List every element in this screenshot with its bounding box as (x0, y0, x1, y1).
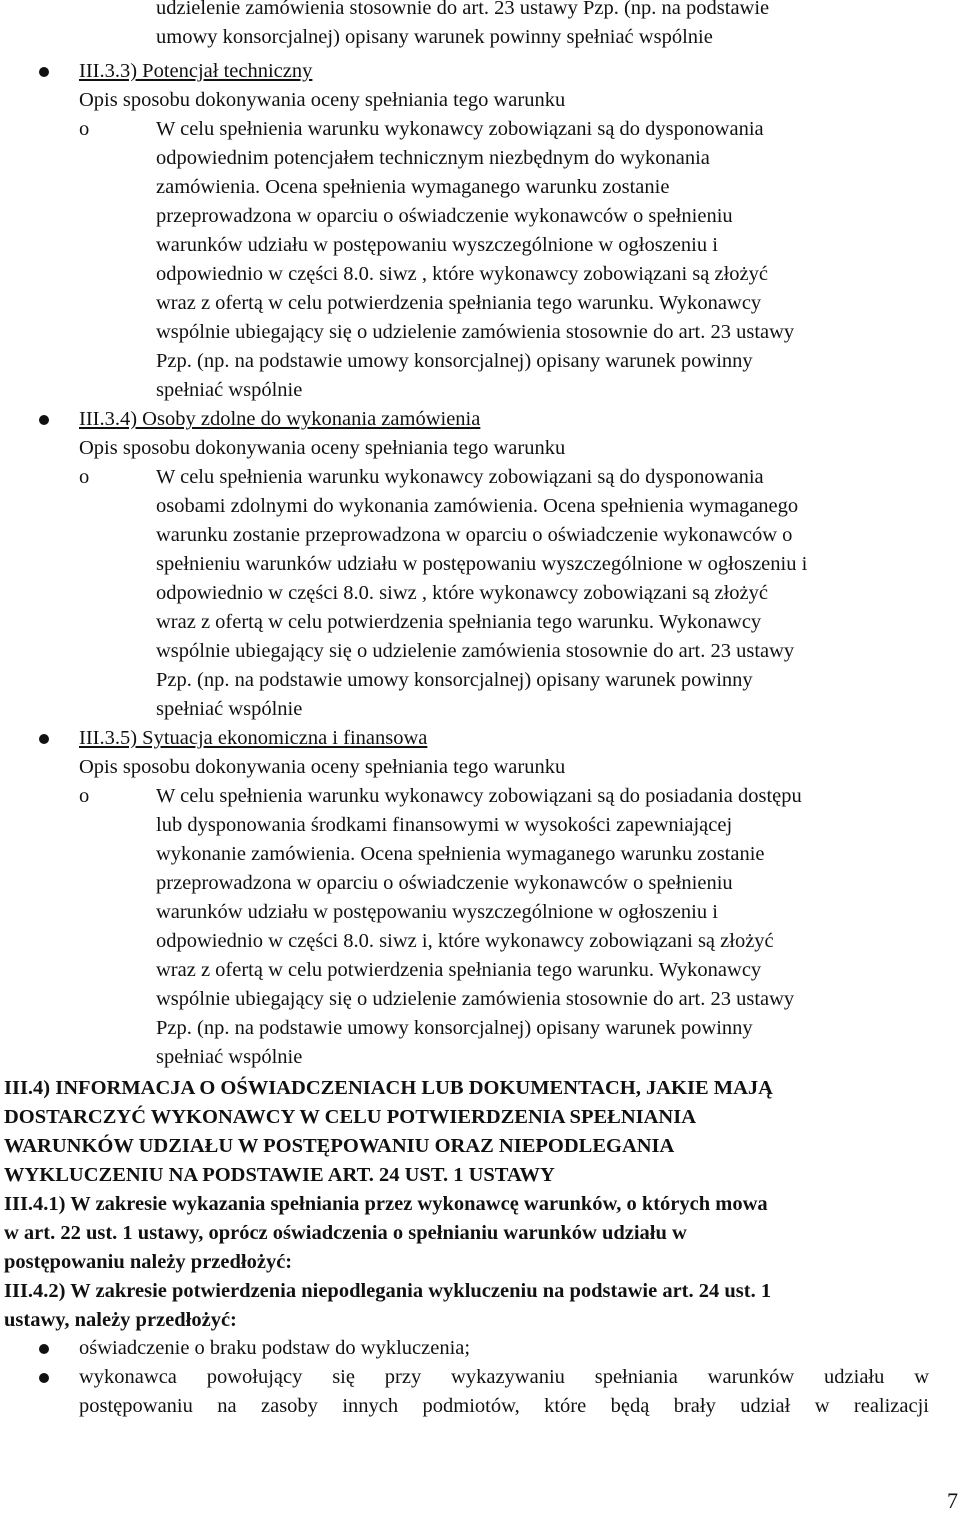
bullet-icon (39, 415, 49, 425)
paragraph-line: Pzp. (np. na podstawie umowy konsorcjalnej) opisany warunek powinny (156, 1017, 753, 1039)
bullet-icon (39, 734, 49, 744)
paragraph-line: warunków udziału w postępowaniu wyszczególnione w ogłoszeniu i (156, 234, 718, 256)
paragraph-line: odpowiednim potencjałem technicznym niezbędnym do wykonania (156, 147, 710, 169)
paragraph-line: warunku zostanie przeprowadzona w oparciu o oświadczenie wykonawców o (156, 524, 793, 546)
subsection-iii41: postępowaniu należy przedłożyć: (4, 1251, 293, 1273)
continuation-line: udzielenie zamówienia stosownie do art. 23 ustawy Pzp. (np. na podstawie (156, 0, 770, 19)
section-subheading: Opis sposobu dokonywania oceny spełniania tego warunku (79, 437, 566, 459)
paragraph-line: spełnieniu warunków udziału w postępowaniu wyszczególnione w ogłoszeniu i (156, 553, 808, 575)
paragraph-line: wraz z ofertą w celu potwierdzenia spełniania tego warunku. Wykonawcy (156, 611, 762, 633)
section-heading-iii4: DOSTARCZYĆ WYKONAWCY W CELU POTWIERDZENIA SPEŁNIANIA (4, 1106, 696, 1128)
bullet-icon (39, 1373, 49, 1383)
paragraph-line: warunków udziału w postępowaniu wyszczególnione w ogłoszeniu i (156, 901, 718, 923)
paragraph-line: odpowiednio w części 8.0. siwz , które wykonawcy zobowiązani są złożyć (156, 263, 768, 285)
section-heading-iii4: III.4) INFORMACJA O OŚWIADCZENIACH LUB DOKUMENTACH, JAKIE MAJĄ (4, 1077, 773, 1099)
section-heading-iii4: WARUNKÓW UDZIAŁU W POSTĘPOWANIU ORAZ NIEPODLEGANIA (4, 1135, 675, 1157)
section-heading-iii4: WYKLUCZENIU NA PODSTAWIE ART. 24 UST. 1 USTAWY (4, 1164, 555, 1186)
paragraph-line: przeprowadzona w oparciu o oświadczenie wykonawców o spełnieniu (156, 205, 733, 227)
paragraph-line: wspólnie ubiegający się o udzielenie zamówienia stosownie do art. 23 ustawy (156, 640, 795, 662)
paragraph-line: wspólnie ubiegający się o udzielenie zamówienia stosownie do art. 23 ustawy (156, 988, 795, 1010)
paragraph-line: wspólnie ubiegający się o udzielenie zamówienia stosownie do art. 23 ustawy (156, 321, 795, 343)
paragraph-line: przeprowadzona w oparciu o oświadczenie wykonawców o spełnieniu (156, 872, 733, 894)
list-marker-o: o (79, 466, 90, 488)
paragraph-line: spełniać wspólnie (156, 379, 303, 401)
paragraph-line: W celu spełnienia warunku wykonawcy zobowiązani są do dysponowania (156, 466, 764, 488)
section-heading-iii34: III.3.4) Osoby zdolne do wykonania zamówienia (79, 408, 481, 430)
bullet-item: oświadczenie o braku podstaw do wykluczenia; (79, 1337, 471, 1359)
list-marker-o: o (79, 118, 90, 140)
bullet-icon (39, 1344, 49, 1354)
paragraph-line: W celu spełnienia warunku wykonawcy zobowiązani są do dysponowania (156, 118, 764, 140)
paragraph-line: spełniać wspólnie (156, 698, 303, 720)
paragraph-line: wykonanie zamówienia. Ocena spełnienia wymaganego warunku zostanie (156, 843, 765, 865)
paragraph-line: osobami zdolnymi do wykonania zamówienia. Ocena spełnienia wymaganego (156, 495, 799, 517)
section-subheading: Opis sposobu dokonywania oceny spełniania tego warunku (79, 756, 566, 778)
bullet-icon (39, 67, 49, 77)
bullet-item: wykonawca powołujący się przy wykazywaniu spełniania warunków udziału w (79, 1366, 929, 1388)
list-marker-o: o (79, 785, 90, 807)
subsection-iii42: III.4.2) W zakresie potwierdzenia niepodlegania wykluczeniu na podstawie art. 24 ust. 1 (4, 1280, 772, 1302)
paragraph-line: wraz z ofertą w celu potwierdzenia spełniania tego warunku. Wykonawcy (156, 292, 762, 314)
paragraph-line: spełniać wspólnie (156, 1046, 303, 1068)
page-number: 7 (947, 1488, 958, 1513)
section-heading-iii35: III.3.5) Sytuacja ekonomiczna i finansowa (79, 727, 428, 749)
paragraph-line: wraz z ofertą w celu potwierdzenia spełniania tego warunku. Wykonawcy (156, 959, 762, 981)
paragraph-line: odpowiednio w części 8.0. siwz , które wykonawcy zobowiązani są złożyć (156, 582, 768, 604)
subsection-iii42: ustawy, należy przedłożyć: (4, 1309, 237, 1331)
paragraph-line: odpowiednio w części 8.0. siwz i, które wykonawcy zobowiązani są złożyć (156, 930, 774, 952)
paragraph-line: Pzp. (np. na podstawie umowy konsorcjalnej) opisany warunek powinny (156, 669, 753, 691)
continuation-line: umowy konsorcjalnej) opisany warunek powinny spełniać wspólnie (156, 26, 713, 48)
section-heading-iii33: III.3.3) Potencjał techniczny (79, 60, 313, 82)
subsection-iii41: III.4.1) W zakresie wykazania spełniania przez wykonawcę warunków, o których mowa (4, 1193, 768, 1215)
bullet-item: postępowaniu na zasoby innych podmiotów, które będą brały udział w realizacji (79, 1395, 929, 1417)
paragraph-line: lub dysponowania środkami finansowymi w wysokości zapewniającej (156, 814, 733, 836)
paragraph-line: W celu spełnienia warunku wykonawcy zobowiązani są do posiadania dostępu (156, 785, 802, 807)
subsection-iii41: w art. 22 ust. 1 ustawy, oprócz oświadczenia o spełnianiu warunków udziału w (4, 1222, 687, 1244)
paragraph-line: zamówienia. Ocena spełnienia wymaganego warunku zostanie (156, 176, 670, 198)
section-subheading: Opis sposobu dokonywania oceny spełniania tego warunku (79, 89, 566, 111)
paragraph-line: Pzp. (np. na podstawie umowy konsorcjalnej) opisany warunek powinny (156, 350, 753, 372)
